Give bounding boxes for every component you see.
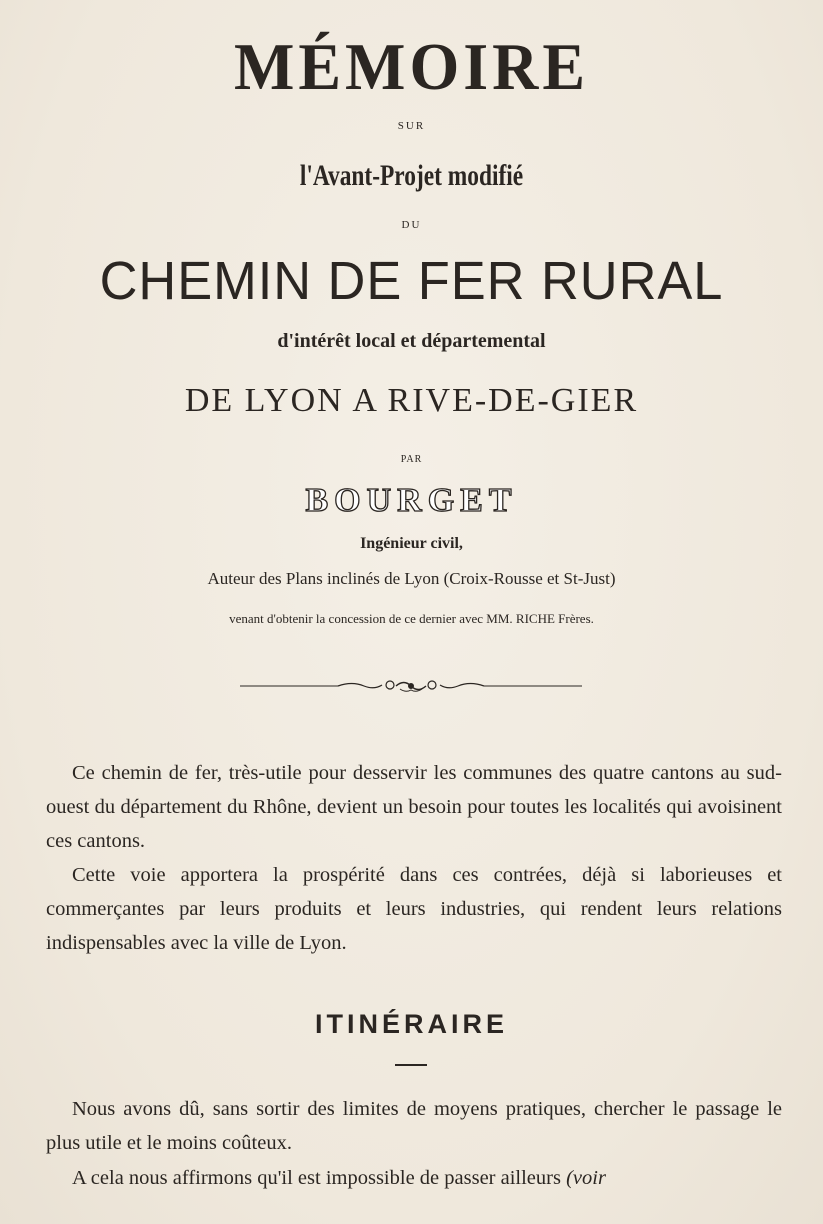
interest-line: d'intérêt local et départemental	[277, 330, 546, 352]
itineraire-paragraph-2	[46, 1161, 782, 1195]
connector-sur: SUR	[397, 120, 426, 132]
author-name: BOURGET	[305, 482, 518, 519]
document-title: MÉMOIRE	[233, 29, 590, 104]
ornament-divider-icon	[240, 676, 582, 696]
author-profession: Ingénieur civil,	[360, 535, 463, 552]
intro-paragraph-2: Cette voie apportera la prospérité dans ces contrées, déjà si laborieuses et commerçantes par leurs produits et leurs industries, qui rendent leurs relations indispensables avec la ville de Lyon.	[46, 864, 782, 954]
document-subtitle: l'Avant-Projet modifié	[299, 159, 524, 192]
itineraire-paragraph-1: Nous avons dû, sans sortir des limites de moyens pratiques, chercher le passage le plus utile et le moins coûteux.	[46, 1098, 782, 1154]
section-heading-itineraire: ITINÉRAIRE	[314, 1009, 508, 1039]
itineraire-paragraph-2-italic: (voir	[566, 1167, 606, 1189]
route-title: DE LYON A RIVE-DE-GIER	[184, 382, 639, 419]
connector-par: PAR	[400, 454, 423, 465]
author-credits: Auteur des Plans inclinés de Lyon (Croix-Rousse et St-Just)	[207, 569, 616, 588]
railway-title: CHEMIN DE FER RURAL	[99, 251, 724, 311]
section-rule	[395, 1064, 427, 1066]
intro-paragraph-1: Ce chemin de fer, très-utile pour desservir les communes des quatre cantons au sud-ouest du département du Rhône, devient un besoin pour toutes les localités qui avoisinent ces cantons.	[46, 762, 782, 852]
itineraire-paragraph-2-text: A cela nous affirmons qu'il est impossible de passer ailleurs	[72, 1167, 561, 1189]
connector-du: DU	[401, 219, 422, 231]
concession-note: venant d'obtenir la concession de ce dernier avec MM. RICHE Frères.	[229, 611, 594, 626]
